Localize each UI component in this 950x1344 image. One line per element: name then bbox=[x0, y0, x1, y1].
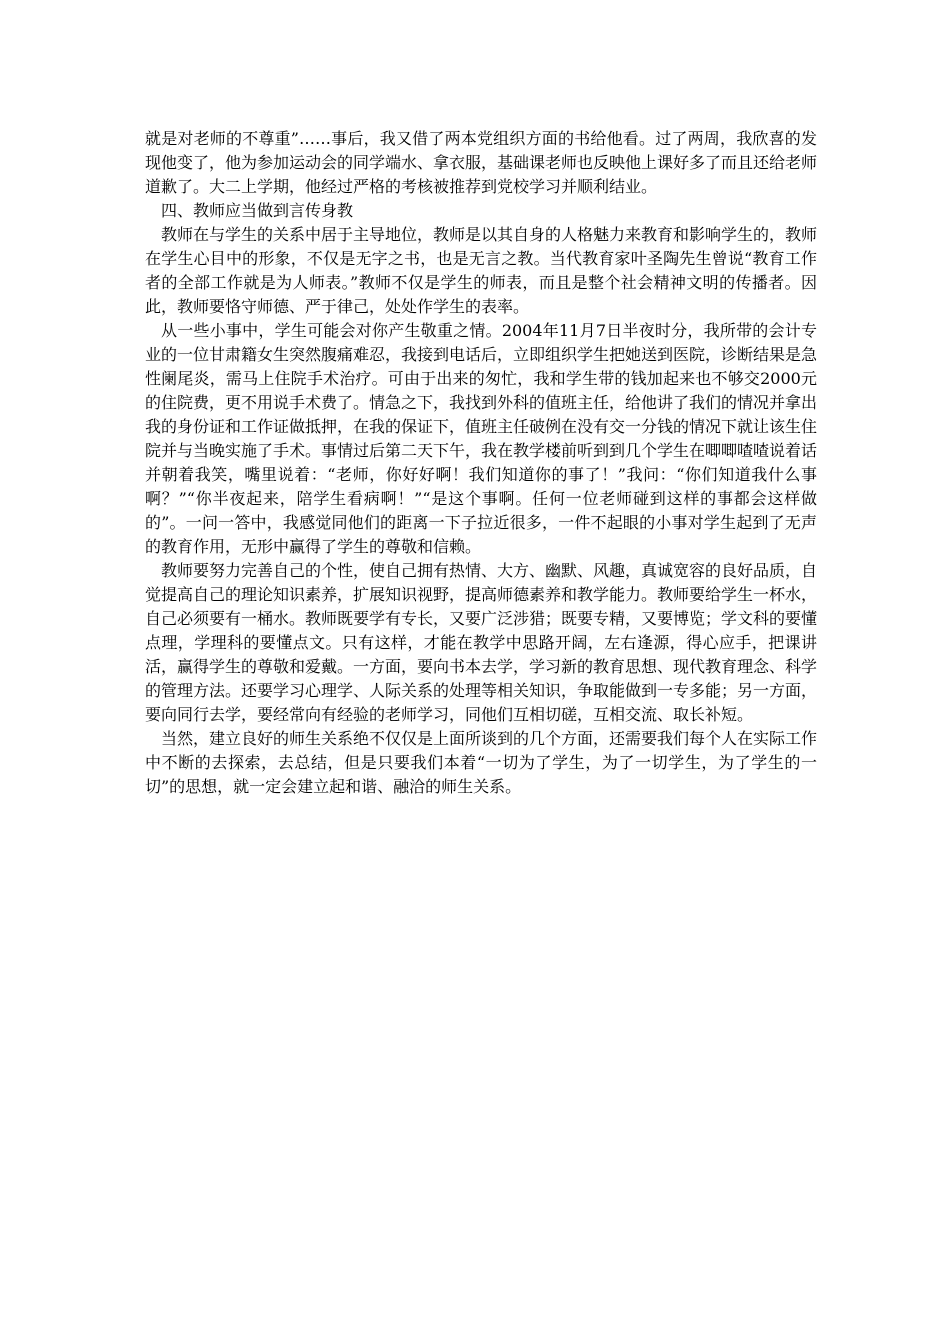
paragraph: 教师在与学生的关系中居于主导地位，教师是以其自身的人格魅力来教育和影响学生的，教师在学生心目中的形象，不仅是无字之书，也是无言之教。当代教育家叶圣陶先生曾说“教育工作者的全部工作就是为人师表。”教师不仅是学生的师表，而且是整个社会精神文明的传播者。因此，教师要恪守师德、严于律己，处处作学生的表率。 bbox=[145, 225, 818, 316]
paragraph: 当然，建立良好的师生关系绝不仅仅是上面所谈到的几个方面，还需要我们每个人在实际工作中不断的去探索，去总结，但是只要我们本着“一切为了学生，为了一切学生，为了学生的一切”的思想，就一定会建立起和谐、融洽的师生关系。 bbox=[145, 729, 818, 796]
paragraph: 从一些小事中，学生可能会对你产生敬重之情。2004年11月7日半夜时分，我所带的会计专业的一位甘肃籍女生突然腹痛难忍，我接到电话后，立即组织学生把她送到医院，诊断结果是急性阑尾炎，需马上住院手术治疗。可由于出来的匆忙，我和学生带的钱加起来也不够交2000元的住院费，更不用说手术费了。情急之下，我找到外科的值班主任，给他讲了我们的情况并拿出我的身份证和工作证做抵押，在我的保证下，值班主任破例在没有交一分钱的情况下就让该生住院并与当晚实施了手术。事情过后第二天下午，我在教学楼前听到到几个学生在唧唧喳喳说着话并朝着我笑，嘴里说着：“老师，你好好啊！我们知道你的事了！”我问：“你们知道我什么事啊？”“你半夜起来，陪学生看病啊！”“是这个事啊。任何一位老师碰到这样的事都会这样做的”。一问一答中，我感觉同他们的距离一下子拉近很多，一件不起眼的小事对学生起到了无声的教育作用，无形中赢得了学生的尊敬和信赖。 bbox=[145, 321, 818, 556]
section-heading: 四、教师应当做到言传身教 bbox=[161, 201, 354, 220]
document-body bbox=[145, 127, 817, 799]
paragraph-continuation: 就是对老师的不尊重”……事后，我又借了两本党组织方面的书给他看。过了两周，我欣喜的发现他变了，他为参加运动会的同学端水、拿衣服，基础课老师也反映他上课好多了而且还给老师道歉了。大二上学期，他经过严格的考核被推荐到党校学习并顺利结业。 bbox=[145, 129, 818, 196]
paragraph: 教师要努力完善自己的个性，使自己拥有热情、大方、幽默、风趣，真诚宽容的良好品质，自觉提高自己的理论知识素养，扩展知识视野，提高师德素养和教学能力。教师要给学生一杯水，自己必须要有一桶水。教师既要学有专长，又要广泛涉猎；既要专精，又要博览；学文科的要懂点理，学理科的要懂点文。只有这样，才能在教学中思路开阔，左右逢源，得心应手，把课讲活，赢得学生的尊敬和爱戴。一方面，要向书本去学，学习新的教育思想、现代教育理念、科学的管理方法。还要学习心理学、人际关系的处理等相关知识，争取能做到一专多能；另一方面，要向同行去学，要经常向有经验的老师学习，同他们互相切磋，互相交流、取长补短。 bbox=[145, 561, 818, 724]
